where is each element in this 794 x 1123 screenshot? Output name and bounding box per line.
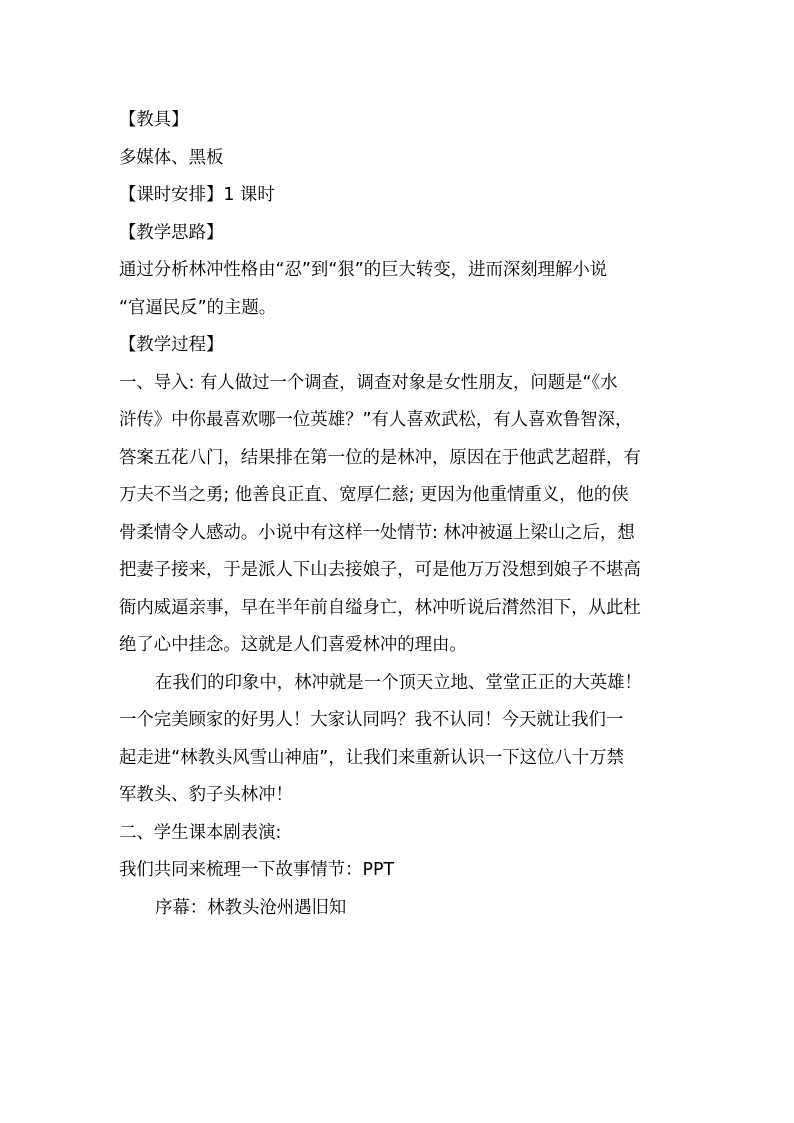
teaching-idea-text-line: “官逼民反”的主题。: [119, 297, 277, 318]
heading-teaching-process: 【教学过程】: [119, 335, 224, 355]
plot-review-text: 我们共同来梳理一下故事情节：PPT: [119, 860, 395, 880]
intro-paragraph-line: 骨柔情令人感动。小说中有这样一处情节: 林冲被逼上梁山之后，想: [119, 522, 635, 543]
intro-paragraph-line: 万夫不当之勇; 他善良正直、宽厚仁慈; 更因为他重情重义，他的侠: [119, 485, 629, 505]
heading-teaching-aids: 【教具】: [119, 110, 189, 130]
teaching-idea-text-line: 通过分析林冲性格由“忍”到“狠”的巨大转变，进而深刻理解小说: [119, 260, 608, 280]
impression-paragraph-line: 起走进“林教头风雪山神庙”，让我们来重新认识一下这位八十万禁: [119, 747, 624, 768]
impression-paragraph-line: 军教头、豹子头林冲！: [119, 785, 293, 805]
heading-teaching-idea: 【教学思路】: [119, 222, 224, 243]
intro-paragraph-line: 一、导入: 有人做过一个调查，调查对象是女性朋友，问题是“《水: [119, 372, 618, 393]
teaching-aids-text: 多媒体、黑板: [119, 147, 224, 168]
document-body: [119, 102, 677, 927]
intro-paragraph-line: 绝了心中挂念。这就是人们喜爱林冲的理由。: [119, 635, 467, 655]
intro-paragraph-line: 浒传》中你最喜欢哪一位英雄？”有人喜欢武松，有人喜欢鲁智深，: [119, 410, 633, 430]
section-student-performance: 二、学生课本剧表演:: [119, 822, 282, 843]
intro-paragraph-line: 衙内威逼亲事，早在半年前自缢身亡，林冲听说后潸然泪下，从此杜: [119, 597, 641, 618]
intro-paragraph-line: 把妻子接来，于是派人下山去接娘子，可是他万万没想到娘子不堪高: [119, 560, 641, 580]
prologue-text: 序幕：林教头沧州遇旧知: [155, 897, 347, 918]
impression-paragraph-line: 在我们的印象中，林冲就是一个顶天立地、堂堂正正的大英雄！: [155, 672, 642, 693]
intro-paragraph-line: 答案五花八门，结果排在第一位的是林冲，原因在于他武艺超群，有: [119, 447, 641, 468]
heading-class-schedule: 【课时安排】1 课时: [119, 185, 275, 205]
impression-paragraph-line: 一个完美顾家的好男人！大家认同吗？我不认同！今天就让我们一: [119, 710, 624, 730]
